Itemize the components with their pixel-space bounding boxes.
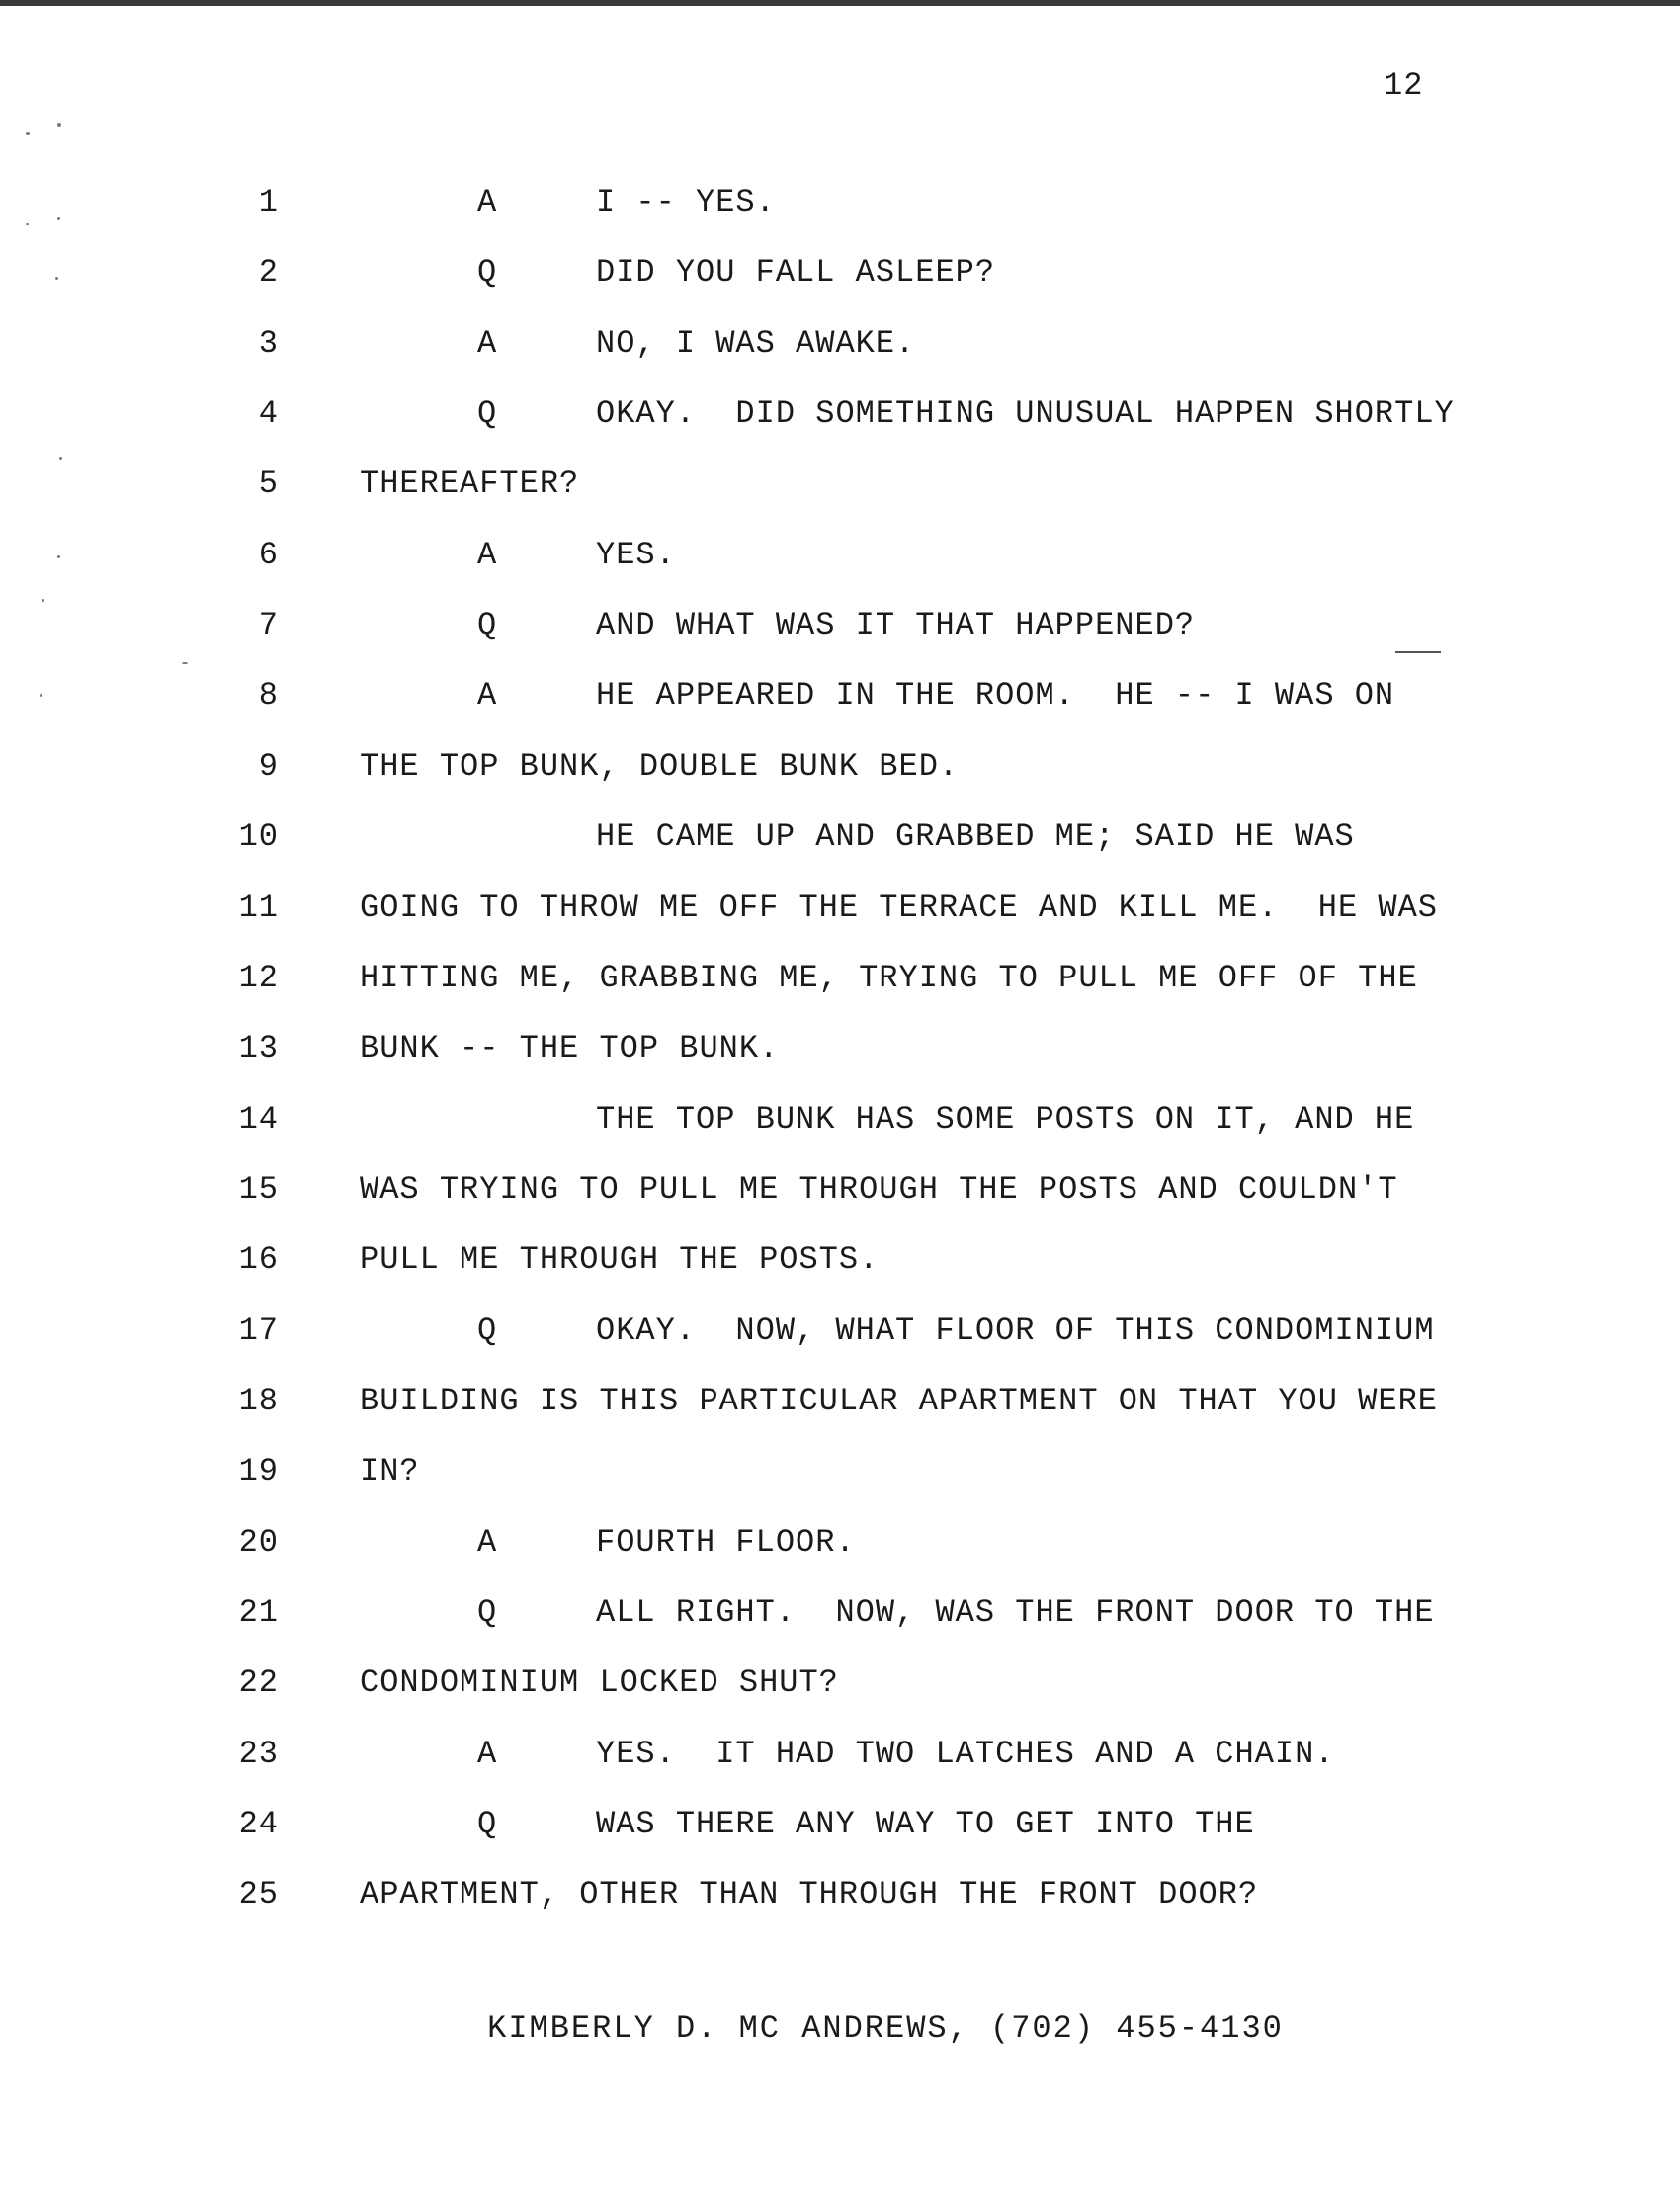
- line-text: ALL RIGHT. NOW, WAS THE FRONT DOOR TO THE: [596, 1594, 1435, 1631]
- transcript-line: [0, 742, 1680, 792]
- line-number: 18: [238, 1383, 279, 1419]
- line-text: CONDOMINIUM LOCKED SHUT?: [360, 1664, 839, 1701]
- speaker-label: A: [477, 325, 498, 362]
- transcript-line: [0, 319, 1680, 369]
- line-number: 7: [258, 607, 279, 643]
- line-number: 23: [238, 1736, 279, 1772]
- line-text: OKAY. DID SOMETHING UNUSUAL HAPPEN SHORTLY: [596, 395, 1455, 432]
- transcript-line: [0, 601, 1680, 650]
- speaker-label: Q: [477, 395, 498, 432]
- transcript-line: [0, 1730, 1680, 1779]
- transcript-line: [0, 178, 1680, 227]
- line-text: NO, I WAS AWAKE.: [596, 325, 916, 362]
- line-number: 13: [238, 1030, 279, 1066]
- page-number: 12: [1384, 67, 1424, 104]
- line-number: 14: [238, 1101, 279, 1138]
- line-number: 6: [258, 537, 279, 573]
- line-text: BUNK -- THE TOP BUNK.: [360, 1030, 780, 1066]
- line-text: HE APPEARED IN THE ROOM. HE -- I WAS ON: [596, 677, 1395, 714]
- transcript-line: [0, 1024, 1680, 1073]
- transcript-line: [0, 954, 1680, 1003]
- line-text: YES.: [596, 537, 676, 573]
- line-text: HITTING ME, GRABBING ME, TRYING TO PULL ME OFF OF THE: [360, 960, 1418, 996]
- transcript-line: [0, 1235, 1680, 1285]
- line-text: WAS TRYING TO PULL ME THROUGH THE POSTS AND COULDN'T: [360, 1171, 1398, 1208]
- line-number: 4: [258, 395, 279, 432]
- transcript-line: [0, 531, 1680, 580]
- speaker-label: A: [477, 677, 498, 714]
- line-text: APARTMENT, OTHER THAN THROUGH THE FRONT DOOR?: [360, 1876, 1259, 1912]
- line-text: OKAY. NOW, WHAT FLOOR OF THIS CONDOMINIUM: [596, 1313, 1435, 1349]
- transcript-line: [0, 1800, 1680, 1849]
- line-number: 19: [238, 1453, 279, 1489]
- speaker-label: A: [477, 1736, 498, 1772]
- stray-pen-mark: [1395, 651, 1441, 653]
- page-top-border: [0, 0, 1680, 6]
- transcript-line: [0, 460, 1680, 509]
- transcript-line: [0, 1307, 1680, 1356]
- line-text: PULL ME THROUGH THE POSTS.: [360, 1241, 880, 1278]
- speaker-label: A: [477, 184, 498, 220]
- speaker-label: Q: [477, 254, 498, 291]
- scan-speck: [57, 123, 61, 127]
- line-number: 20: [238, 1524, 279, 1561]
- line-text: IN?: [360, 1453, 420, 1489]
- transcript-line: [0, 1588, 1680, 1638]
- transcript-line: [0, 1095, 1680, 1145]
- line-number: 16: [238, 1241, 279, 1278]
- transcript-line: [0, 671, 1680, 721]
- transcript-line: [0, 1377, 1680, 1426]
- line-number: 21: [238, 1594, 279, 1631]
- speaker-label: Q: [477, 1594, 498, 1631]
- line-text: HE CAME UP AND GRABBED ME; SAID HE WAS: [596, 818, 1355, 855]
- reporter-footer: [0, 2010, 1680, 2047]
- transcript-line: [0, 1658, 1680, 1708]
- speaker-label: Q: [477, 1806, 498, 1842]
- line-number: 12: [238, 960, 279, 996]
- line-text: GOING TO THROW ME OFF THE TERRACE AND KILL ME. HE WAS: [360, 890, 1438, 926]
- scan-speck: [26, 132, 30, 135]
- line-number: 15: [238, 1171, 279, 1208]
- transcript-line: [0, 1447, 1680, 1496]
- line-text: YES. IT HAD TWO LATCHES AND A CHAIN.: [596, 1736, 1335, 1772]
- line-number: 11: [238, 890, 279, 926]
- transcript-line: [0, 884, 1680, 933]
- line-number: 3: [258, 325, 279, 362]
- scan-speck: [182, 662, 188, 664]
- speaker-label: Q: [477, 607, 498, 643]
- line-number: 8: [258, 677, 279, 714]
- transcript-line: [0, 1870, 1680, 1919]
- line-number: 5: [258, 466, 279, 502]
- line-number: 2: [258, 254, 279, 291]
- line-number: 17: [238, 1313, 279, 1349]
- line-text: THE TOP BUNK, DOUBLE BUNK BED.: [360, 748, 960, 785]
- line-text: AND WHAT WAS IT THAT HAPPENED?: [596, 607, 1196, 643]
- line-text: BUILDING IS THIS PARTICULAR APARTMENT ON THAT YOU WERE: [360, 1383, 1438, 1419]
- line-number: 9: [258, 748, 279, 785]
- transcript-line: [0, 1518, 1680, 1568]
- line-text: WAS THERE ANY WAY TO GET INTO THE: [596, 1806, 1255, 1842]
- transcript-line: [0, 248, 1680, 297]
- line-text: DID YOU FALL ASLEEP?: [596, 254, 996, 291]
- transcript-line: [0, 812, 1680, 862]
- line-text: I -- YES.: [596, 184, 776, 220]
- line-number: 22: [238, 1664, 279, 1701]
- transcript-line: [0, 1165, 1680, 1215]
- line-number: 25: [238, 1876, 279, 1912]
- line-number: 1: [258, 184, 279, 220]
- transcript-line: [0, 389, 1680, 439]
- speaker-label: A: [477, 537, 498, 573]
- line-text: FOURTH FLOOR.: [596, 1524, 856, 1561]
- line-number: 10: [238, 818, 279, 855]
- line-text: THEREAFTER?: [360, 466, 580, 502]
- line-text: THE TOP BUNK HAS SOME POSTS ON IT, AND HE: [596, 1101, 1415, 1138]
- reporter-footer-text: KIMBERLY D. MC ANDREWS, (702) 455-4130: [487, 2010, 1284, 2047]
- speaker-label: Q: [477, 1313, 498, 1349]
- speaker-label: A: [477, 1524, 498, 1561]
- line-number: 24: [238, 1806, 279, 1842]
